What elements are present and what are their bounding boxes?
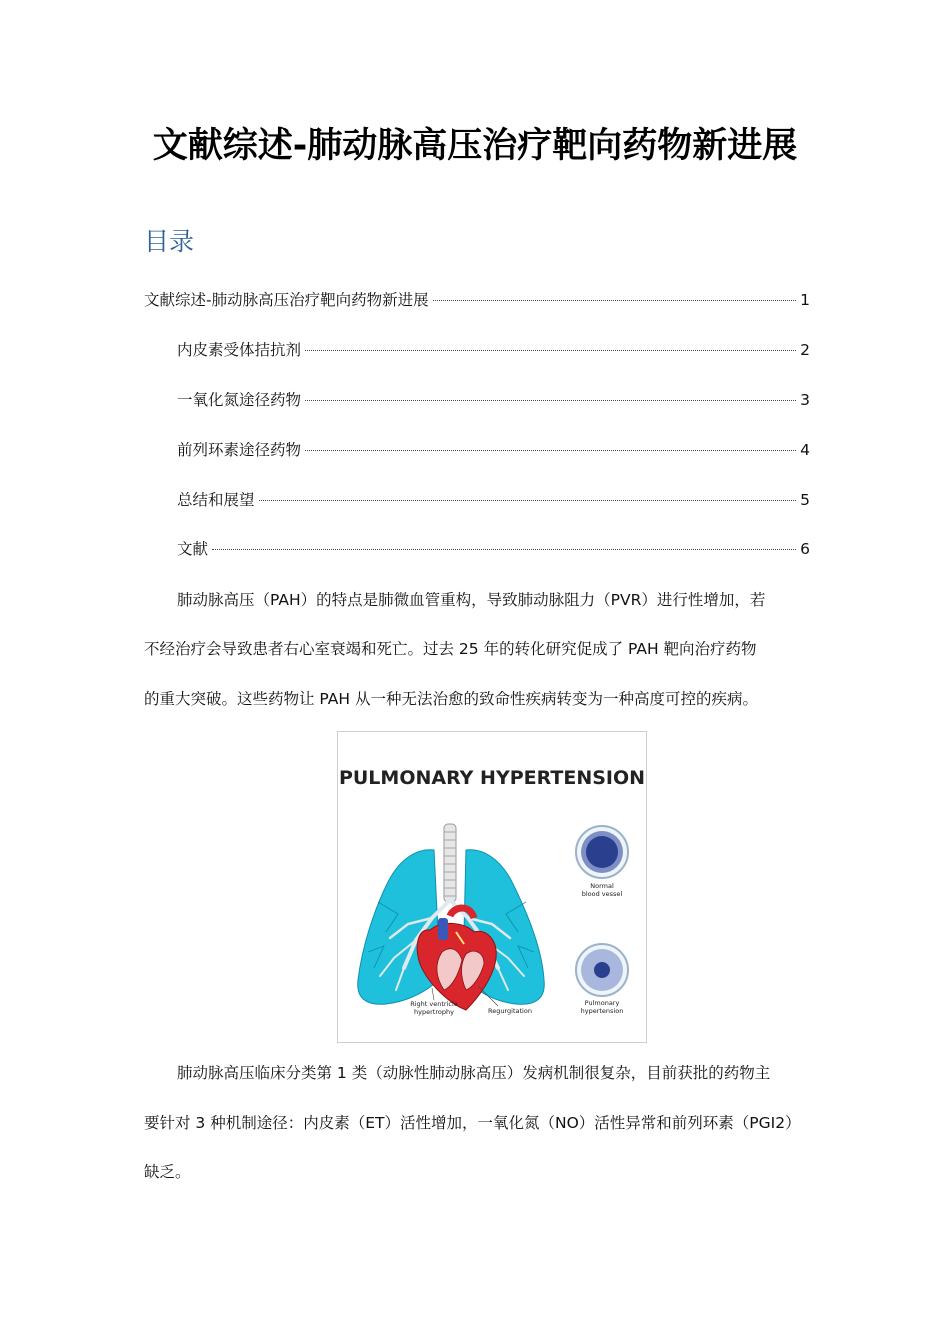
pulmonary-hypertension-vessel-icon [576, 944, 628, 996]
paragraph-line: 缺乏。 [144, 1163, 191, 1181]
pulmonary-hypertension-label: Pulmonary [584, 999, 620, 1007]
mechanism-paragraph [144, 1062, 812, 1192]
toc-entry-4[interactable] [177, 439, 810, 461]
toc-entry-page: 6 [800, 540, 810, 558]
intro-paragraph [144, 589, 812, 719]
regurgitation-label: Regurgitation [488, 1007, 532, 1015]
toc-entry-label: 前列环素途径药物 [177, 441, 302, 459]
toc-entry-5[interactable] [177, 489, 810, 511]
paragraph-line: 肺动脉高压临床分类第 1 类（动脉性肺动脉高压）发病机制很复杂，目前获批的药物主 [177, 1064, 771, 1082]
right-ventricle-label: Right ventricle [410, 1000, 458, 1008]
toc-entry-2[interactable] [177, 339, 810, 361]
toc-entry-label: 总结和展望 [177, 491, 255, 509]
trachea-icon [444, 824, 456, 902]
right-ventricle-label: hypertrophy [414, 1008, 454, 1016]
toc-entry-page: 1 [800, 291, 810, 309]
normal-vessel-label: blood vessel [581, 890, 623, 898]
paragraph-line: 要针对 3 种机制途径：内皮素（ET）活性增加，一氧化氮（NO）活性异常和前列环素（PGI2） [144, 1114, 801, 1132]
toc-entry-label: 内皮素受体拮抗剂 [177, 341, 302, 359]
toc-entry-label: 文献综述-肺动脉高压治疗靶向药物新进展 [144, 291, 429, 309]
toc-entry-page: 2 [800, 341, 810, 359]
toc-heading: 目录 [144, 227, 195, 256]
toc-entry-page: 3 [800, 391, 810, 409]
toc-leader-dots [212, 549, 796, 550]
document-title: 文献综述-肺动脉高压治疗靶向药物新进展 [152, 126, 798, 166]
toc-leader-dots [305, 450, 796, 451]
toc-entry-6[interactable] [177, 538, 810, 560]
toc-leader-dots [305, 350, 796, 351]
toc-entry-label: 一氧化氮途径药物 [177, 391, 302, 409]
toc-entry-page: 5 [800, 491, 810, 509]
toc-leader-dots [433, 300, 797, 301]
toc-leader-dots [259, 500, 797, 501]
paragraph-line: 不经治疗会导致患者右心室衰竭和死亡。过去 25 年的转化研究促成了 PAH 靶向治疗药物 [144, 640, 757, 658]
paragraph-line: 的重大突破。这些药物让 PAH 从一种无法治愈的致命性疾病转变为一种高度可控的疾病。 [144, 690, 758, 708]
figure-illustration [338, 732, 646, 1042]
pulmonary-hypertension-figure [337, 731, 647, 1043]
toc-entry-3[interactable] [177, 389, 810, 411]
paragraph-line: 肺动脉高压（PAH）的特点是肺微血管重构，导致肺动脉阻力（PVR）进行性增加，若 [177, 591, 766, 609]
normal-vessel-icon [576, 826, 628, 878]
toc-entry-label: 文献 [177, 540, 209, 558]
toc-leader-dots [305, 400, 796, 401]
figure-title: PULMONARY HYPERTENSION [338, 767, 646, 789]
toc-entry-page: 4 [800, 441, 810, 459]
pulmonary-hypertension-label: hypertension [580, 1007, 624, 1015]
normal-vessel-label: Normal [590, 882, 614, 890]
toc-entry-1[interactable] [144, 289, 810, 311]
